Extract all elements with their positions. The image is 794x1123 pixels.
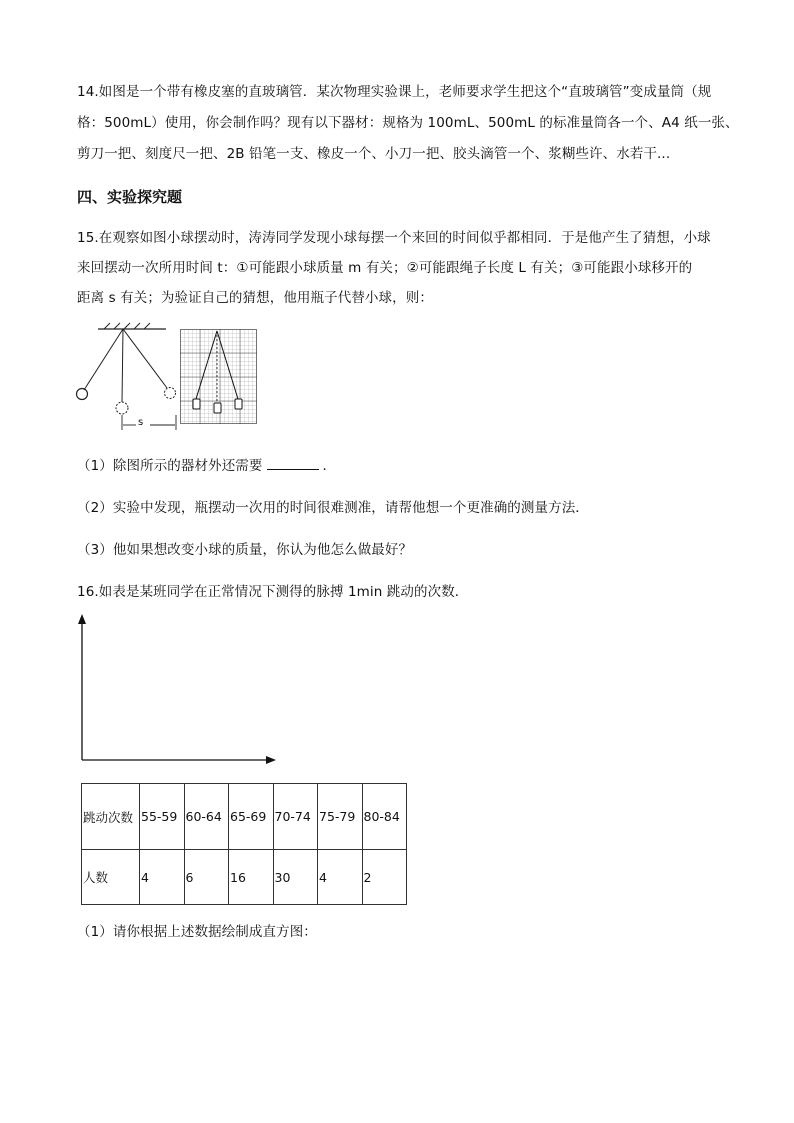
table-cell-range: 55-59 — [140, 784, 185, 850]
q16-sub-1: （1）请你根据上述数据绘制成直方图： — [77, 924, 317, 940]
table-row-ranges — [82, 784, 407, 850]
q15-sub-2: （2）实验中发现，瓶摆动一次用的时间很难测准，请帮他想一个更准确的测量方法． — [77, 500, 589, 516]
table-cell-count: 4 — [318, 850, 363, 905]
answer-blank[interactable] — [267, 457, 319, 470]
q14-line-1: 14.如图是一个带有橡皮塞的直玻璃管．某次物理实验课上，老师要求学生把这个“直玻璃管”变成量筒（规 — [77, 84, 712, 100]
table-header-label: 跳动次数 — [82, 784, 140, 850]
q15-sub-3: （3）他如果想改变小球的质量，你认为他怎么做最好？ — [77, 542, 413, 558]
q15-line-1: 15.在观察如图小球摆动时，涛涛同学发现小球每摆一个来回的时间似乎都相同．于是他产生了猜想，小球 — [77, 230, 711, 246]
table-cell-range: 75-79 — [318, 784, 363, 850]
table-cell-count: 4 — [140, 850, 185, 905]
q15-sub-1-text: （1）除图所示的器材外还需要 — [77, 458, 263, 474]
q15-sub-1-suffix: ． — [322, 458, 337, 474]
pendulum-figure — [70, 322, 182, 434]
q15-line-3: 距离 s 有关；为验证自己的猜想，他用瓶子代替小球，则： — [77, 290, 433, 306]
q15-sub-1 — [77, 456, 336, 476]
table-cell-range: 60-64 — [184, 784, 229, 850]
section-title: 四、实验探究题 — [77, 188, 183, 206]
pulse-table — [81, 783, 407, 905]
table-cell-range: 65-69 — [229, 784, 274, 850]
q14-line-2: 格：500mL）使用，你会制作吗？现有以下器材：规格为 100mL、500mL 的标准量筒各一个、A4 纸一张、 — [77, 115, 739, 131]
figure-label-s: s — [138, 417, 144, 428]
q16-line-1: 16.如表是某班同学在正常情况下测得的脉搏 1min 跳动的次数． — [77, 584, 469, 600]
table-count-label: 人数 — [82, 850, 140, 905]
pendulum-grid-figure — [180, 329, 258, 425]
table-row-counts — [82, 850, 407, 905]
histogram-axes — [72, 612, 282, 768]
q14-line-3: 剪刀一把、刻度尺一把、2B 铅笔一支、橡皮一个、小刀一把、胶头滴管一个、浆糊些许、水若干... — [77, 146, 671, 162]
table-cell-count: 6 — [184, 850, 229, 905]
table-cell-count: 2 — [362, 850, 407, 905]
table-cell-count: 30 — [273, 850, 318, 905]
table-cell-range: 70-74 — [273, 784, 318, 850]
table-cell-count: 16 — [229, 850, 274, 905]
table-cell-range: 80-84 — [362, 784, 407, 850]
q15-line-2: 来回摆动一次所用时间 t：①可能跟小球质量 m 有关；②可能跟绳子长度 L 有关；③可能跟小球移开的 — [77, 260, 693, 276]
